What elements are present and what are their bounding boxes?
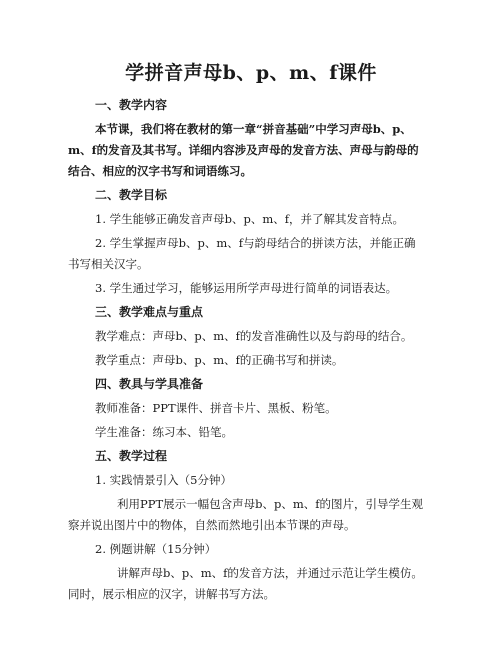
process-step-line: 利用PPT展示一幅包含声母b、p、m、f的图片，引导学生观: [117, 497, 424, 511]
section-heading-process: 五、教学过程: [95, 449, 168, 463]
process-step-label: 2. 例题讲解（15分钟）: [95, 542, 217, 556]
objective-item: 3. 学生通过学习，能够运用所学声母进行简单的词语表达。: [95, 281, 398, 295]
objective-item: 2. 学生掌握声母b、p、m、f与韵母结合的拼读方法，并能正确: [95, 236, 416, 250]
objective-item: 1. 学生能够正确发音声母b、p、m、f，并了解其发音特点。: [95, 212, 405, 226]
paragraph-line: 结合、相应的汉字书写和词语练习。: [68, 164, 252, 178]
materials-line: 学生准备：练习本、铅笔。: [95, 425, 233, 439]
process-step-line: 同时，展示相应的汉字，讲解书写方法。: [68, 587, 275, 601]
key-point-line: 教学难点：声母b、p、m、f的发音准确性以及与韵母的结合。: [95, 329, 413, 343]
process-step-line: 察并说出图片中的物体，自然而然地引出本节课的声母。: [68, 518, 356, 532]
materials-line: 教师准备：PPT课件、拼音卡片、黑板、粉笔。: [95, 401, 337, 415]
process-step-label: 1. 实践情景引入（5分钟）: [95, 473, 232, 487]
process-step-line: 讲解声母b、p、m、f的发音方法，并通过示范让学生模仿。: [117, 566, 423, 580]
objective-item-continued: 书写相关汉字。: [68, 257, 149, 271]
section-heading-materials: 四、教具与学具准备: [95, 377, 204, 391]
section-heading-objectives: 二、教学目标: [95, 188, 168, 202]
key-point-line: 教学重点：声母b、p、m、f的正确书写和拼读。: [95, 353, 344, 367]
paragraph-line: m、f的发音及其书写。详细内容涉及声母的发音方法、声母与韵母的: [68, 143, 419, 157]
section-heading-content: 一、教学内容: [95, 98, 168, 112]
page-title: 学拼音声母b、p、m、f课件: [125, 62, 377, 84]
section-heading-key-points: 三、教学难点与重点: [95, 305, 204, 319]
paragraph-line: 本节课，我们将在教材的第一章“拼音基础”中学习声母b、p、: [95, 122, 412, 136]
